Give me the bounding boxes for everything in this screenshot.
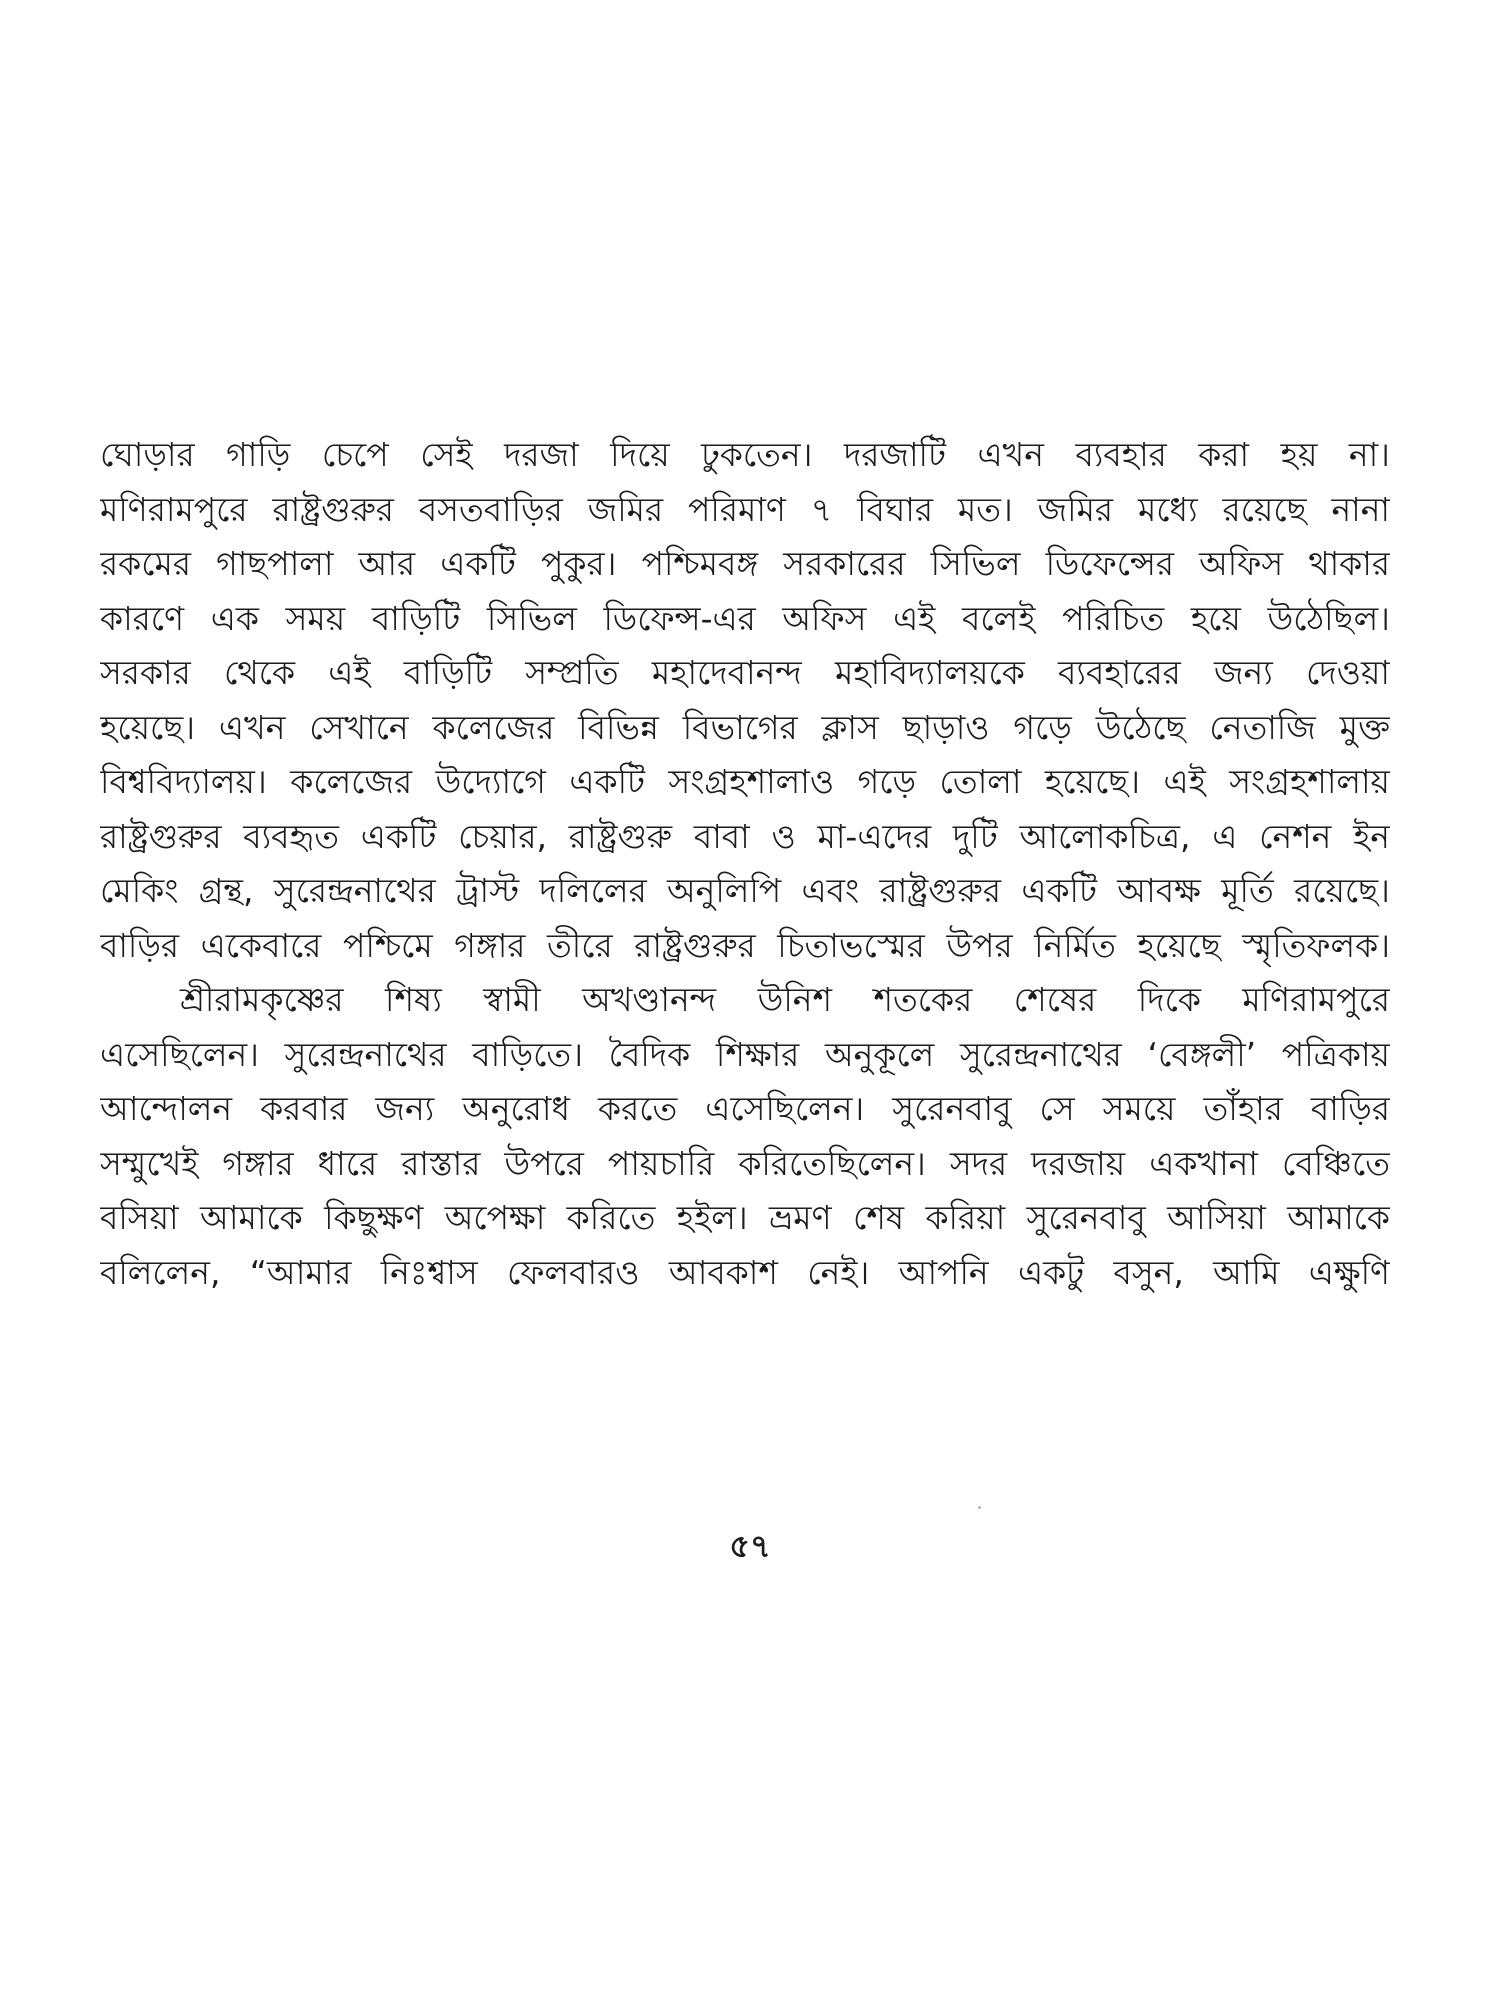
text-line: এসেছিলেন। সুরেন্দ্রনাথের বাড়িতে। বৈদিক শিক্ষার অনুকূলে সুরেন্দ্রনাথের ‘বেঙ্গলী’ পত্রিকায় xyxy=(100,1034,1390,1074)
text-line: বলিলেন, “আমার নিঃশ্বাস ফেলবারও আবকাশ নেই। আপনি একটু বসুন, আমি এক্ষুণি xyxy=(100,1252,1390,1292)
text-line: কারণে এক সময় বাড়িটি সিভিল ডিফেন্স-এর অফিস এই বলেই পরিচিত হয়ে উঠেছিল। xyxy=(100,598,1390,638)
text-line: ঘোড়ার গাড়ি চেপে সেই দরজা দিয়ে ঢুকতেন। দরজাটি এখন ব্যবহার করা হয় না। xyxy=(100,435,1390,474)
text-line: বসিয়া আমাকে কিছুক্ষণ অপেক্ষা করিতে হইল। ভ্রমণ শেষ করিয়া সুরেনবাবু আসিয়া আমাকে xyxy=(100,1198,1390,1237)
text-line: আন্দোলন করবার জন্য অনুরোধ করতে এসেছিলেন। সুরেনবাবু সে সময়ে তাঁহার বাড়ির xyxy=(100,1089,1390,1128)
paragraph-first-line: শ্রীরামকৃষ্ণের শিষ্য স্বামী অখণ্ডানন্দ উনিশ শতকের শেষের দিকে মণিরামপুরে xyxy=(180,980,1390,1019)
paper-speck xyxy=(978,1506,981,1509)
text-line: মণিরামপুরে রাষ্ট্রগুরুর বসতবাড়ির জমির পরিমাণ ৭ বিঘার মত। জমির মধ্যে রয়েছে নানা xyxy=(100,489,1390,529)
text-line: বিশ্ববিদ্যালয়। কলেজের উদ্যোগে একটি সংগ্রহশালাও গড়ে তোলা হয়েছে। এই সংগ্রহশালায় xyxy=(100,762,1390,801)
text-line: সরকার থেকে এই বাড়িটি সম্প্রতি মহাদেবানন্দ মহাবিদ্যালয়কে ব্যবহারের জন্য দেওয়া xyxy=(100,653,1390,692)
text-line: সম্মুখেই গঙ্গার ধারে রাস্তার উপরে পায়চারি করিতেছিলেন। সদর দরজায় একখানা বেঞ্চিতে xyxy=(100,1143,1390,1183)
text-line: বাড়ির একেবারে পশ্চিমে গঙ্গার তীরে রাষ্ট্রগুরুর চিতাভস্মের উপর নির্মিত হয়েছে স্মৃতিফলক। xyxy=(100,925,1390,965)
body-text xyxy=(100,428,1390,1300)
text-line: মেকিং গ্রন্থ, সুরেন্দ্রনাথের ট্রাস্ট দলিলের অনুলিপি এবং রাষ্ট্রগুরুর একটি আবক্ষ মূর্তি রয়েছে। xyxy=(100,871,1390,910)
text-line: রাষ্ট্রগুরুর ব্যবহৃত একটি চেয়ার, রাষ্ট্রগুরু বাবা ও মা-এদের দুটি আলোকচিত্র, এ নেশন ইন xyxy=(100,816,1390,856)
page-number: ৫৭ xyxy=(729,1527,771,1565)
text-line: রকমের গাছপালা আর একটি পুকুর। পশ্চিমবঙ্গ সরকারের সিভিল ডিফেন্সের অফিস থাকার xyxy=(100,544,1390,583)
text-line: হয়েছে। এখন সেখানে কলেজের বিভিন্ন বিভাগের ক্লাস ছাড়াও গড়ে উঠেছে নেতাজি মুক্ত xyxy=(100,707,1390,747)
